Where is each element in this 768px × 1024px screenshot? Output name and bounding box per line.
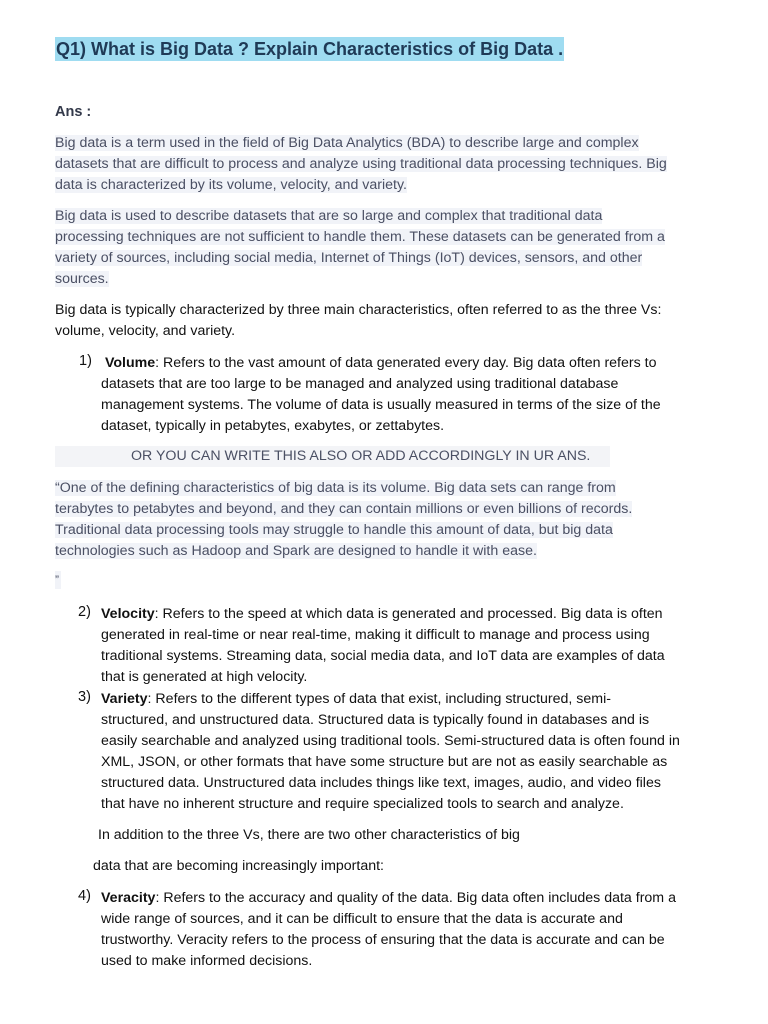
list-item-variety [101,689,680,815]
text-line: : Refers to the different types of data that exist, including structured, semi- [147,691,611,707]
text-line: structured data. Unstructured data includes things like text, images, audio, and video files [101,775,661,791]
text-line: “One of the defining characteristics of big data is its volume. Big data sets can range from [55,480,616,496]
text-line: easily searchable and analyzed using traditional tools. Semi-structured data is often found in [101,733,680,749]
text-line: trustworthy. Veracity refers to the process of ensuring that the data is accurate and can be [101,932,665,948]
text-line: Big data is a term used in the field of Big Data Analytics (BDA) to describe large and complex [55,135,639,151]
text-line: traditional systems. Streaming data, social media data, and IoT data are examples of data [101,648,665,664]
text-line: terabytes to petabytes and beyond, and they can contain millions or even billions of records. [55,501,633,517]
term-label: Velocity [101,606,155,622]
addition-text-line-2: data that are becoming increasingly important: [93,858,385,874]
list-item-velocity [101,604,665,688]
text-line: datasets that are too large to be managed and analyzed using traditional database [101,376,619,392]
text-line: processing techniques are not sufficient to handle them. These datasets can be generated from a [55,229,665,245]
list-number: 1) [79,353,92,369]
text-line: : Refers to the vast amount of data generated every day. Big data often refers to [155,355,657,371]
text-line: Big data is typically characterized by three main characteristics, often referred to as the three Vs: [55,302,662,318]
list-item-veracity [101,888,676,972]
list-number: 3) [78,689,91,705]
list-number: 2) [78,604,91,620]
text-line: datasets that are difficult to process and analyze using traditional data processing techniques. Big [55,156,667,172]
term-label: Variety [101,691,148,707]
text-line: generated in real-time or near real-time, making it difficult to manage and process using [101,627,650,643]
quote-paragraph [55,478,632,562]
answer-label: Ans : [55,104,92,120]
list-item-volume [101,353,661,437]
text-line: Big data is used to describe datasets that are so large and complex that traditional data [55,208,603,224]
intro-paragraph-1 [55,133,667,196]
note-banner: OR YOU CAN WRITE THIS ALSO OR ADD ACCORDINGLY IN UR ANS. [131,448,591,464]
intro-paragraph-2 [55,206,665,290]
three-vs-paragraph [55,300,661,342]
text-line: Traditional data processing tools may struggle to handle this amount of data, but big data [55,522,613,538]
text-line: wide range of sources, and it can be difficult to ensure that the data is accurate and [101,911,623,927]
text-line: data is characterized by its volume, velocity, and variety. [55,177,407,193]
text-line: volume, velocity, and variety. [55,323,236,339]
question-title: Q1) What is Big Data ? Explain Characteristics of Big Data . [56,39,564,59]
text-line: used to make informed decisions. [101,953,313,969]
text-line: variety of sources, including social media, Internet of Things (IoT) devices, sensors, and other [55,250,643,266]
text-line: that is generated at high velocity. [101,669,308,685]
text-line: : Refers to the speed at which data is generated and processed. Big data is often [154,606,663,622]
text-line: technologies such as Hadoop and Spark are designed to handle it with ease. [55,543,537,559]
text-line: dataset, typically in petabytes, exabytes, or zettabytes. [101,418,445,434]
closing-quote-mark: ” [55,573,59,587]
term-label: Volume [104,355,156,371]
text-line: XML, JSON, or other formats that have some structure but are not as easily searchable as [101,754,668,770]
text-line: structured, and unstructured data. Structured data is typically found in databases and is [101,712,650,728]
text-line: : Refers to the accuracy and quality of the data. Big data often includes data from a [155,890,676,906]
text-line: management systems. The volume of data is usually measured in terms of the size of the [101,397,661,413]
list-number: 4) [78,888,91,904]
term-label: Veracity [101,890,156,906]
addition-text-line-1: In addition to the three Vs, there are two other characteristics of big [98,827,520,843]
text-line: sources. [55,271,109,287]
text-line: that have no inherent structure and require specialized tools to search and analyze. [101,796,624,812]
